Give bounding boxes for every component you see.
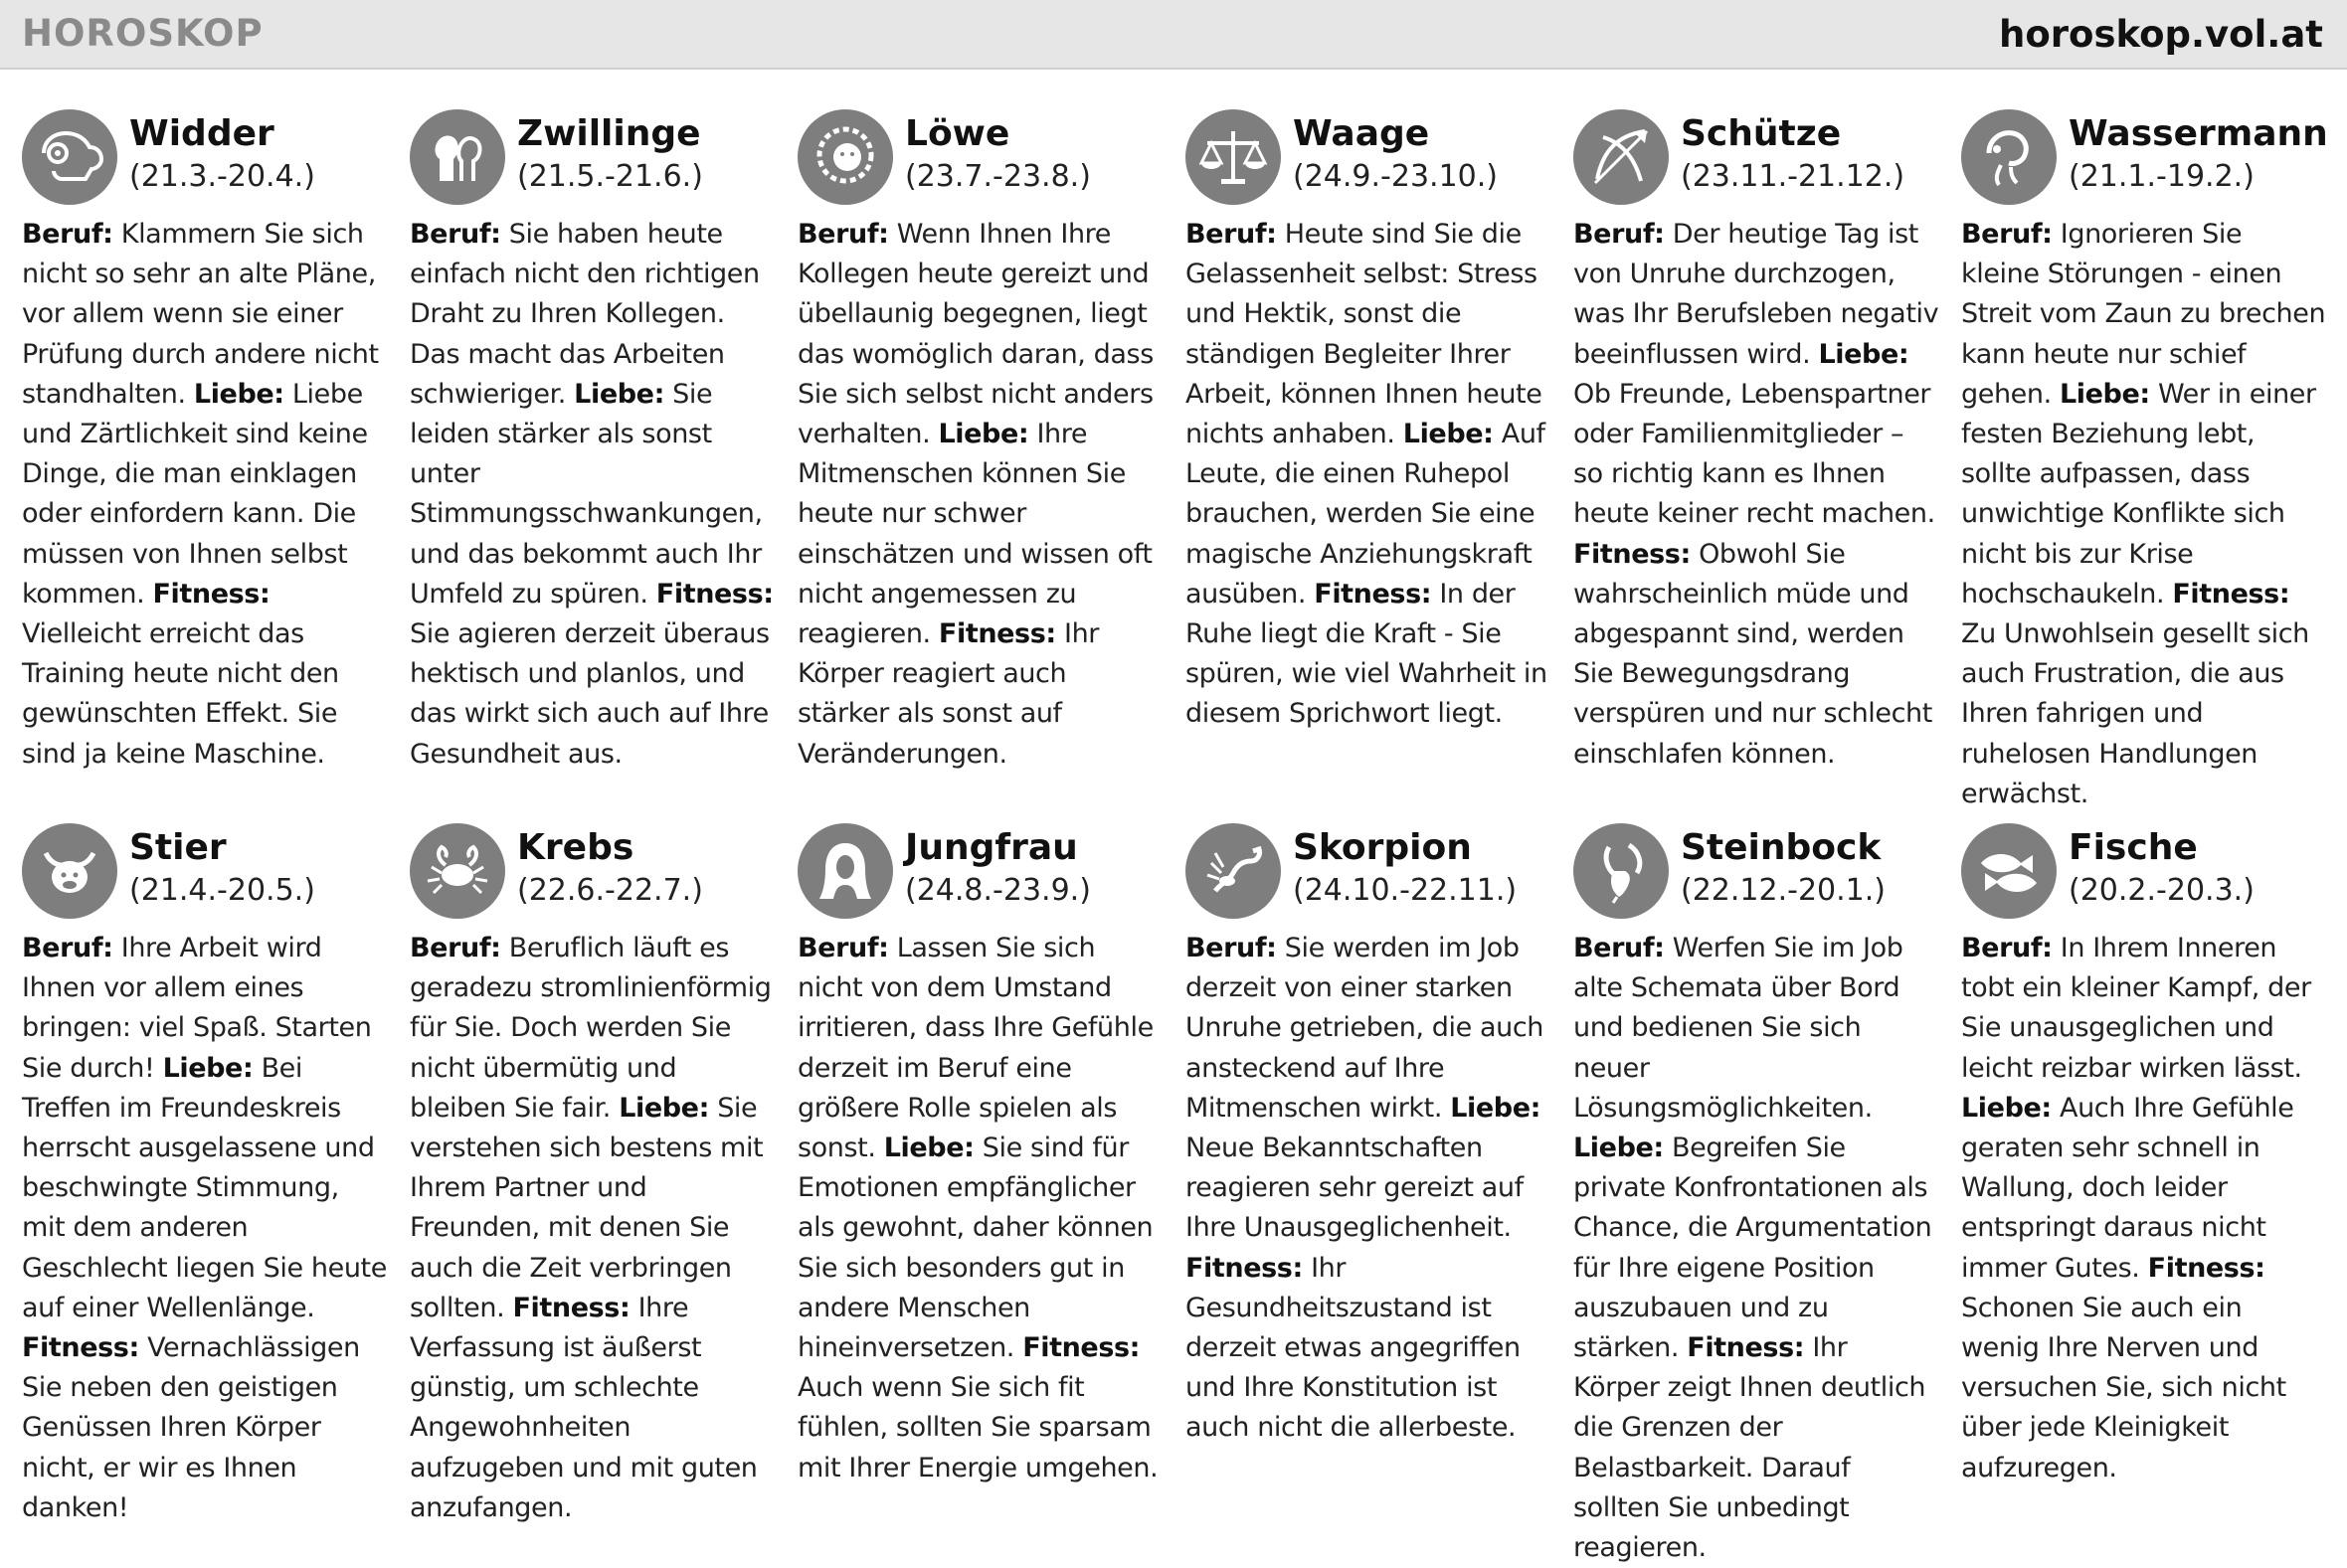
horoscope-text: [1961, 929, 2327, 1488]
fitness-text: Zu Unwohlsein gesellt sich auch Frustration, die aus Ihren fahrigen und ruhelosen Handlungen erwächst.: [1961, 618, 2309, 809]
sign-name: Wassermann: [2069, 113, 2328, 154]
sign-dates: (22.6.-22.7.): [517, 873, 703, 908]
beruf-label: Beruf:: [1185, 219, 1277, 250]
water-bearer-icon: [1961, 109, 2057, 205]
liebe-label: Liebe:: [1450, 1092, 1541, 1124]
liebe-label: Liebe:: [938, 419, 1029, 450]
sign-header: [410, 107, 776, 215]
liebe-text: Ihre Mitmenschen können Sie heute nur schwer einschätzen und wissen oft nicht angemessen zu reagieren.: [798, 419, 1153, 650]
liebe-label: Liebe:: [193, 378, 284, 410]
horoscope-text: [1961, 215, 2327, 814]
fitness-label: Fitness:: [938, 618, 1056, 650]
liebe-label: Liebe:: [619, 1092, 709, 1124]
sign-dates: (22.12.-20.1.): [1681, 873, 1886, 908]
beruf-text: Sie haben heute einfach nicht den richtigen Draht zu Ihren Kollegen. Das macht das Arbeiten schwieriger.: [410, 219, 760, 410]
beruf-text: Klammern Sie sich nicht so sehr an alte Pläne, vor allem wenn sie einer Prüfung durch andere nicht standhalten.: [22, 219, 379, 410]
horoscope-text: [1573, 929, 1939, 1568]
section-title: HOROSKOP: [22, 12, 264, 55]
liebe-label: Liebe:: [1402, 419, 1494, 450]
fitness-text: Sie agieren derzeit überaus hektisch und planlos, und das wirkt sich auch auf Ihre Gesundheit aus.: [410, 618, 770, 770]
scorpion-icon: [1185, 823, 1281, 919]
sign-header: [1185, 107, 1551, 215]
horoscope-text: [22, 929, 388, 1528]
fitness-text: Vielleicht erreicht das Training heute nicht den gewünschten Effekt. Sie sind ja keine Maschine.: [22, 618, 339, 770]
sign-name: Zwillinge: [517, 113, 701, 154]
row-1: [22, 107, 2331, 821]
sign-card-jungfrau: [798, 821, 1164, 1488]
fitness-text: Ihr Körper reagiert auch stärker als sonst auf Veränderungen.: [798, 618, 1099, 770]
horoscope-text: [410, 929, 776, 1528]
fitness-text: Ihre Verfassung ist äußerst günstig, um schlechte Angewohnheiten aufzugeben und mit guten anzufangen.: [410, 1292, 758, 1523]
fitness-label: Fitness:: [2147, 1252, 2265, 1284]
crab-icon: [410, 823, 505, 919]
beruf-text: Ihre Arbeit wird Ihnen vor allem eines bringen: viel Spaß. Starten Sie durch!: [22, 933, 372, 1084]
horoscope-text: [22, 215, 388, 775]
beruf-label: Beruf:: [1573, 219, 1665, 250]
liebe-text: Auf Leute, die einen Ruhepol brauchen, werden Sie eine magische Anziehungskraft ausüben.: [1185, 419, 1545, 610]
sign-header: [1573, 821, 1939, 929]
fitness-label: Fitness:: [1185, 1252, 1303, 1284]
fitness-text: Auch wenn Sie sich fit fühlen, sollten Sie sparsam mit Ihrer Energie umgehen.: [798, 1372, 1159, 1483]
row-2: [22, 821, 2331, 1564]
sign-dates: (21.4.-20.5.): [129, 873, 315, 908]
fitness-text: Schonen Sie auch ein wenig Ihre Nerven und versuchen Sie, sich nicht über jede Kleinigkeit aufzuregen.: [1961, 1292, 2286, 1483]
fitness-label: Fitness:: [1314, 578, 1432, 610]
liebe-text: Ob Freunde, Lebenspartner oder Familienmitglieder – so richtig kann es Ihnen heute keiner recht machen.: [1573, 378, 1935, 530]
beruf-text: Lassen Sie sich nicht von dem Umstand irritieren, dass Ihre Gefühle derzeit im Beruf eine größere Rolle spielen als sonst.: [798, 933, 1154, 1164]
beruf-text: In Ihrem Inneren tobt ein kleiner Kampf, der Sie unausgeglichen und leicht reizbar wirken lässt.: [1961, 933, 2311, 1084]
beruf-text: Ignorieren Sie kleine Störungen - einen Streit vom Zaun zu brechen kann heute nur schief gehen.: [1961, 219, 2326, 410]
site-url[interactable]: horoskop.vol.at: [1999, 13, 2323, 56]
horoscope-text: [1185, 929, 1551, 1449]
sign-dates: (23.11.-21.12.): [1681, 159, 1905, 194]
fitness-text: In der Ruhe liegt die Kraft - Sie spüren, wie viel Wahrheit in diesem Sprichwort liegt.: [1185, 578, 1547, 730]
beruf-text: Sie werden im Job derzeit von einer starken Unruhe getrieben, die auch ansteckend auf Ihre Mitmenschen wirkt.: [1185, 933, 1544, 1124]
beruf-text: Heute sind Sie die Gelassenheit selbst: Stress und Hektik, sonst die ständigen Begleiter Ihrer Arbeit, können Ihnen heute nichts anhaben.: [1185, 219, 1542, 450]
fish-icon: [1961, 823, 2057, 919]
horoscope-text: [798, 215, 1164, 775]
sign-dates: (24.9.-23.10.): [1293, 159, 1498, 194]
goat-icon: [1573, 823, 1669, 919]
sign-card-wassermann: [1961, 107, 2327, 814]
liebe-text: Neue Bekanntschaften reagieren sehr gereizt auf Ihre Unausgeglichenheit.: [1185, 1132, 1524, 1244]
fitness-text: Ihr Gesundheitszustand ist derzeit etwas angegriffen und Ihre Konstitution ist auch nicht die allerbeste.: [1185, 1252, 1521, 1444]
liebe-text: Sie sind für Emotionen empfänglicher als gewohnt, daher können Sie sich besonders gut in andere Menschen hineinversetzen.: [798, 1132, 1154, 1364]
archer-icon: [1573, 109, 1669, 205]
liebe-label: Liebe:: [162, 1052, 254, 1084]
liebe-label: Liebe:: [883, 1132, 975, 1164]
fitness-label: Fitness:: [152, 578, 271, 610]
fitness-text: Ihr Körper zeigt Ihnen deutlich die Grenzen der Belastbarkeit. Darauf sollten Sie unbedingt reagieren.: [1573, 1332, 1926, 1564]
beruf-label: Beruf:: [22, 219, 113, 250]
beruf-text: Werfen Sie im Job alte Schemata über Bord und bedienen Sie sich neuer Lösungsmöglichkeiten.: [1573, 933, 1903, 1124]
page-header: [0, 0, 2347, 70]
sign-card-stier: [22, 821, 388, 1528]
sign-dates: (20.2.-20.3.): [2069, 873, 2255, 908]
horoscope-text: [410, 215, 776, 775]
sign-card-zwillinge: [410, 107, 776, 775]
sign-dates: (21.5.-21.6.): [517, 159, 703, 194]
beruf-label: Beruf:: [1961, 933, 2053, 963]
fitness-text: Vernachlässigen Sie neben den geistigen Genüssen Ihren Körper nicht, er wir es Ihnen danken!: [22, 1332, 360, 1523]
sign-card-waage: [1185, 107, 1551, 735]
sign-header: [410, 821, 776, 929]
sign-dates: (23.7.-23.8.): [905, 159, 1091, 194]
beruf-text: Wenn Ihnen Ihre Kollegen heute gereizt und übellaunig begegnen, liegt das womöglich daran, dass Sie sich selbst nicht anders verhalten.: [798, 219, 1154, 450]
beruf-label: Beruf:: [798, 219, 889, 250]
fitness-label: Fitness:: [1022, 1332, 1141, 1364]
sign-header: [1961, 821, 2327, 929]
liebe-label: Liebe:: [1961, 1092, 2052, 1124]
beruf-text: Der heutige Tag ist von Unruhe durchzogen, was Ihr Berufsleben negativ beeinflussen wird.: [1573, 219, 1939, 370]
liebe-label: Liebe:: [2059, 378, 2150, 410]
sign-card-steinbock: [1573, 821, 1939, 1568]
scales-icon: [1185, 109, 1281, 205]
fitness-text: Obwohl Sie wahrscheinlich müde und abgespannt sind, werden Sie Bewegungsdrang verspüren und nur schlecht einschlafen können.: [1573, 538, 1932, 770]
sign-dates: (21.3.-20.4.): [129, 159, 315, 194]
sign-name: Jungfrau: [905, 827, 1078, 868]
sign-header: [798, 821, 1164, 929]
beruf-label: Beruf:: [1573, 933, 1665, 963]
sign-header: [22, 107, 388, 215]
horoscope-text: [1185, 215, 1551, 735]
sign-name: Stier: [129, 827, 227, 868]
fitness-label: Fitness:: [1687, 1332, 1805, 1364]
horoscope-text: [798, 929, 1164, 1488]
twins-icon: [410, 109, 505, 205]
sign-dates: (24.8.-23.9.): [905, 873, 1091, 908]
sign-card-loewe: [798, 107, 1164, 775]
liebe-text: Sie verstehen sich bestens mit Ihrem Partner und Freunden, mit denen Sie auch die Zeit verbringen sollten.: [410, 1092, 764, 1323]
sign-dates: (21.1.-19.2.): [2069, 159, 2255, 194]
liebe-text: Liebe und Zärtlichkeit sind keine Dinge, die man einklagen oder einfordern kann. Die müssen von Ihnen selbst kommen.: [22, 378, 368, 610]
liebe-text: Auch Ihre Gefühle geraten sehr schnell in Wallung, doch leider entspringt daraus nicht immer Gutes.: [1961, 1092, 2294, 1284]
sign-name: Steinbock: [1681, 827, 1882, 868]
beruf-label: Beruf:: [1961, 219, 2053, 250]
bull-icon: [22, 823, 117, 919]
beruf-label: Beruf:: [22, 933, 113, 963]
sign-header: [22, 821, 388, 929]
liebe-text: Wer in einer festen Beziehung lebt, sollte aufpassen, dass unwichtige Konflikte sich nicht bis zur Krise hochschaukeln.: [1961, 378, 2316, 610]
fitness-label: Fitness:: [512, 1292, 631, 1323]
sign-dates: (24.10.-22.11.): [1293, 873, 1518, 908]
maiden-icon: [798, 823, 893, 919]
sign-header: [1573, 107, 1939, 215]
sign-header: [1185, 821, 1551, 929]
beruf-label: Beruf:: [1185, 933, 1277, 963]
sign-name: Waage: [1293, 113, 1430, 154]
fitness-label: Fitness:: [22, 1332, 139, 1364]
liebe-text: Sie leiden stärker als sonst unter Stimmungsschwankungen, und das bekommt auch Ihr Umfeld zu spüren.: [410, 378, 763, 610]
sign-card-schuetze: [1573, 107, 1939, 775]
horoscope-text: [1573, 215, 1939, 775]
sign-name: Schütze: [1681, 113, 1842, 154]
liebe-text: Begreifen Sie private Konfrontationen als Chance, die Argumentation für Ihre eigene Position auszubauen und zu stärken.: [1573, 1132, 1932, 1364]
liebe-label: Liebe:: [1818, 338, 1909, 370]
sign-name: Krebs: [517, 827, 634, 868]
sign-card-fische: [1961, 821, 2327, 1488]
fitness-label: Fitness:: [1573, 538, 1691, 570]
lion-icon: [798, 109, 893, 205]
liebe-text: Bei Treffen im Freundeskreis herrscht ausgelassene und beschwingte Stimmung, mit dem anderen Geschlecht liegen Sie heute auf einer Wellenlänge.: [22, 1052, 387, 1323]
sign-card-skorpion: [1185, 821, 1551, 1449]
sign-name: Löwe: [905, 113, 1010, 154]
beruf-label: Beruf:: [410, 219, 501, 250]
sign-header: [1961, 107, 2327, 215]
sign-card-widder: [22, 107, 388, 775]
sign-name: Skorpion: [1293, 827, 1472, 868]
fitness-label: Fitness:: [655, 578, 774, 610]
ram-icon: [22, 109, 117, 205]
liebe-label: Liebe:: [1573, 1132, 1664, 1164]
sign-header: [798, 107, 1164, 215]
beruf-label: Beruf:: [798, 933, 889, 963]
fitness-label: Fitness:: [2172, 578, 2290, 610]
beruf-text: Beruflich läuft es geradezu stromlinienförmig für Sie. Doch werden Sie nicht übermütig und bleiben Sie fair.: [410, 933, 772, 1124]
horoscope-grid: [22, 107, 2331, 1564]
beruf-label: Beruf:: [410, 933, 501, 963]
liebe-label: Liebe:: [574, 378, 664, 410]
sign-name: Widder: [129, 113, 274, 154]
sign-card-krebs: [410, 821, 776, 1528]
sign-name: Fische: [2069, 827, 2198, 868]
